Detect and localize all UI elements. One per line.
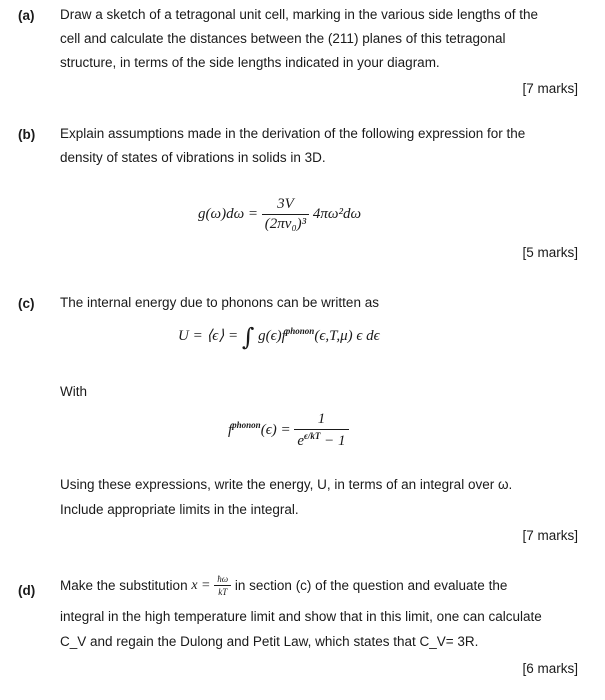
dos-equation xyxy=(198,196,361,233)
energy-equation xyxy=(178,323,380,351)
substitution-x: x = xyxy=(191,577,211,593)
question-d-line-1-post: in section (c) of the question and evaluate the xyxy=(234,578,508,593)
label-a: (a) xyxy=(18,8,35,23)
phonon-denominator xyxy=(294,429,348,450)
question-a-line-3: structure, in terms of the side lengths indicated in your diagram. xyxy=(60,55,440,70)
energy-superscript: phonon xyxy=(285,326,315,336)
question-c-line-1: The internal energy due to phonons can be written as xyxy=(60,295,379,310)
question-b-line-2: density of states of vibrations in solids in 3D. xyxy=(60,150,326,165)
label-c: (c) xyxy=(18,296,35,311)
energy-integrand-g: g(ϵ)f xyxy=(258,328,286,344)
dos-rhs: 4πω²dω xyxy=(312,205,362,222)
label-b: (b) xyxy=(18,127,36,142)
with-label: With xyxy=(60,384,87,399)
phonon-fraction xyxy=(294,411,348,450)
dos-numerator: 3V xyxy=(277,196,294,212)
phonon-numerator: 1 xyxy=(317,411,326,427)
phonon-den-exponent: ϵ/kT xyxy=(304,431,321,441)
dos-fraction xyxy=(262,196,309,233)
marks-b: [5 marks] xyxy=(522,245,578,260)
energy-integrand-rest: (ϵ,T,μ) ϵ dϵ xyxy=(314,328,380,344)
marks-c: [7 marks] xyxy=(522,528,578,543)
question-d-line-3: C_V and regain the Dulong and Petit Law, which states that C_V= 3R. xyxy=(60,634,479,649)
question-d-line-1-pre: Make the substitution xyxy=(60,578,188,593)
phonon-f: f xyxy=(228,421,233,438)
substitution-numerator: ħω xyxy=(217,574,229,584)
phonon-superscript: phonon xyxy=(232,419,261,430)
phonon-den-e: e xyxy=(297,433,305,449)
phonon-distribution-equation xyxy=(228,411,349,450)
phonon-den-rest: − 1 xyxy=(320,433,346,449)
question-d-line-1 xyxy=(60,574,507,597)
question-d-line-2: integral in the high temperature limit and show that in this limit, one can calculate xyxy=(60,609,542,624)
substitution-fraction xyxy=(214,574,231,597)
question-c-line-3: Include appropriate limits in the integral. xyxy=(60,502,299,517)
question-c-line-2: Using these expressions, write the energy, U, in terms of an integral over ω. xyxy=(60,477,513,492)
marks-a: [7 marks] xyxy=(522,81,578,96)
label-d: (d) xyxy=(18,583,36,598)
question-b-line-1: Explain assumptions made in the derivation of the following expression for the xyxy=(60,126,526,141)
energy-lhs: U = ⟨ϵ⟩ = xyxy=(178,328,239,344)
question-a-line-2: cell and calculate the distances between the (211) planes of this tetragonal xyxy=(60,31,506,46)
marks-d: [6 marks] xyxy=(522,661,578,676)
integral-sign: ∫ xyxy=(241,323,255,351)
dos-denominator: (2πv₀)³ xyxy=(262,214,309,233)
substitution-denominator: kT xyxy=(214,585,231,597)
phonon-arg: (ϵ) = xyxy=(260,421,291,438)
question-a-line-1: Draw a sketch of a tetragonal unit cell, marking in the various side lengths of the xyxy=(60,7,539,22)
dos-lhs: g(ω)dω = xyxy=(198,205,259,222)
